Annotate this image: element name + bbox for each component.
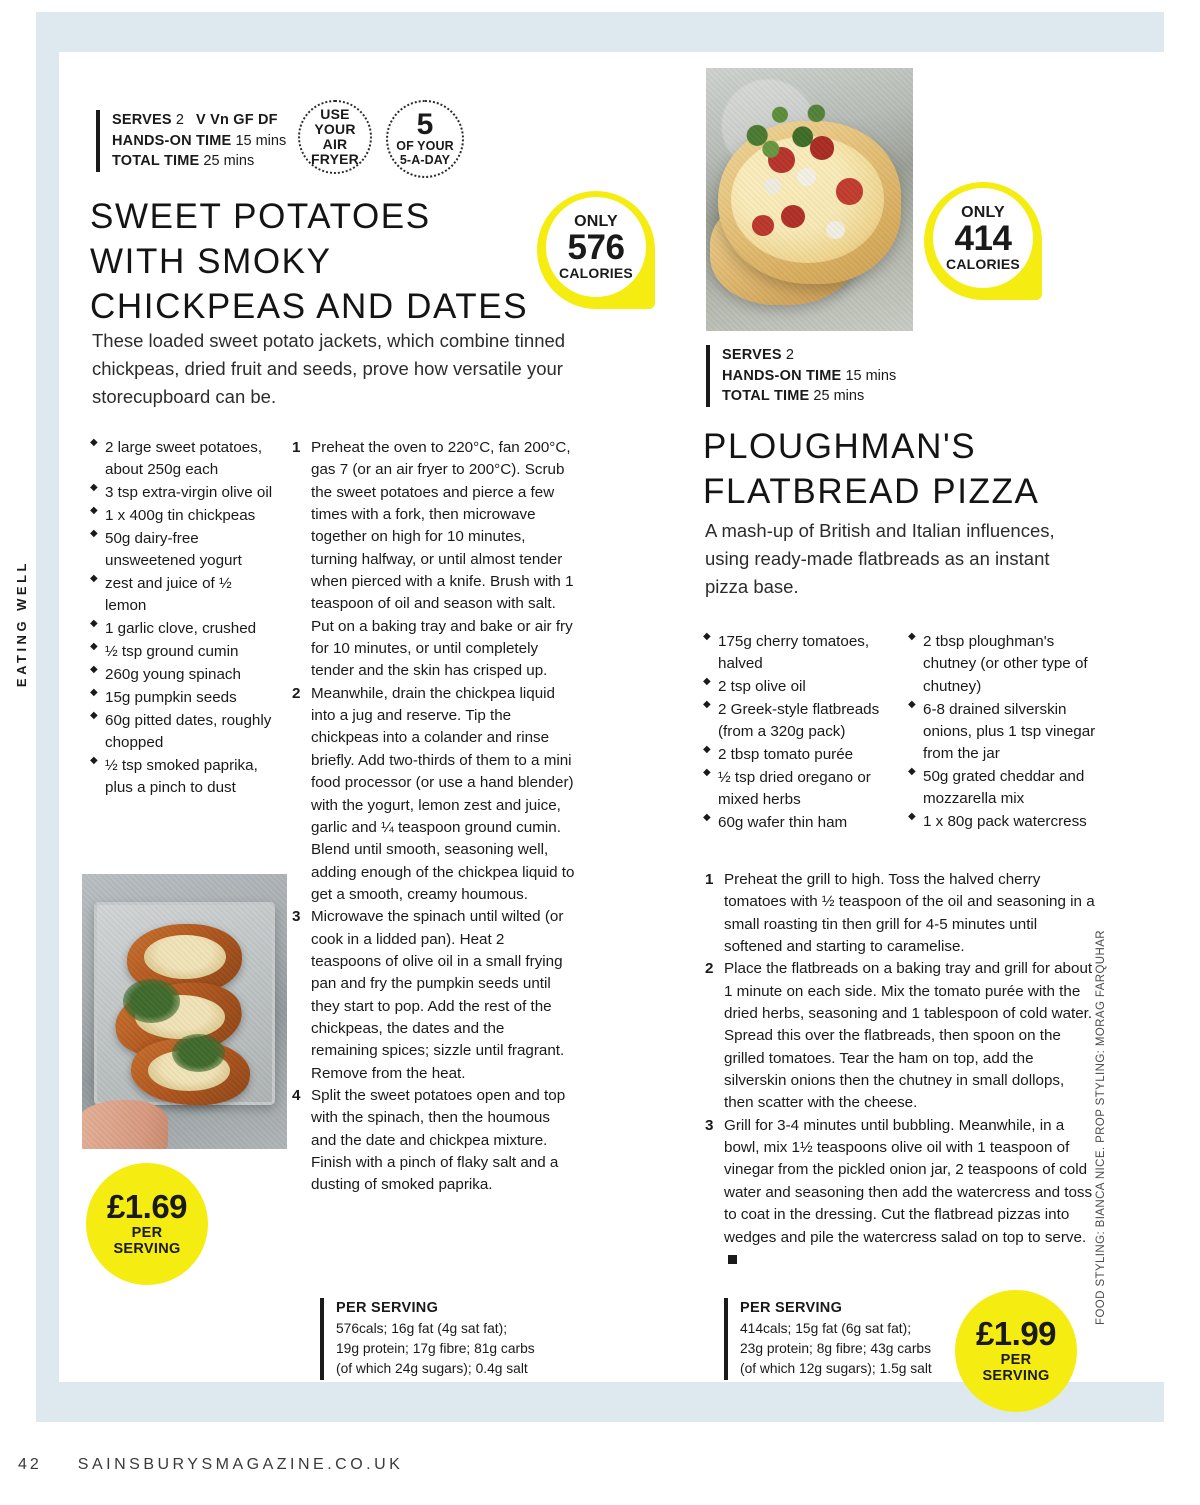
recipe1-serves-row: [112, 110, 286, 131]
five-a-day-line-2: 5-A-DAY: [399, 152, 451, 167]
recipe1-title: SWEET POTATOES WITH SMOKY CHICKPEAS AND DATES: [90, 197, 529, 326]
list-item: ◆ 3 tsp extra-virgin olive oil: [90, 482, 275, 504]
list-item: ◆ 50g dairy-free unsweetened yogurt: [90, 528, 275, 573]
five-a-day-roundel-icon: [386, 100, 464, 178]
air-fryer-line-1: USE: [320, 105, 350, 122]
end-of-article-marker: [728, 1255, 737, 1264]
recipe2-calorie-only-label: ONLY: [961, 203, 1005, 221]
list-item: ◆ 2 tbsp ploughman's chutney (or other type of chutney): [908, 631, 1100, 698]
recipe1-intro: These loaded sweet potato jackets, which combine tinned chickpeas, dried fruit and seeds, prove how versatile your storecupboard can be.: [92, 330, 566, 408]
air-fryer-roundel-icon: [298, 100, 372, 174]
recipe1-calorie-number: 576: [567, 227, 625, 267]
list-item: ◆ 2 Greek-style flatbreads (from a 320g pack): [703, 699, 893, 744]
photo-credits: FOOD STYLING: BIANCA NICE. PROP STYLING: MORAG FARQUHAR: [1095, 930, 1107, 1325]
step-number: 3: [292, 908, 301, 926]
recipe1-meta: [96, 110, 286, 172]
recipe1-calorie-unit: CALORIES: [559, 265, 633, 282]
list-item: ◆ 1 x 400g tin chickpeas: [90, 505, 275, 527]
recipe1-price-line-2: SERVING: [113, 1241, 181, 1258]
recipe2-price-line-2: SERVING: [982, 1368, 1050, 1385]
magazine-website: SAINSBURYSMAGAZINE.CO.UK: [77, 1456, 404, 1473]
recipe2-method-list: [705, 869, 1095, 1271]
filling-shape: [144, 935, 226, 979]
recipe2-calorie-unit: CALORIES: [946, 256, 1020, 273]
step-number: 3: [705, 1116, 714, 1134]
recipe2-price-line-1: PER: [1000, 1352, 1032, 1369]
recipe1-total-label: TOTAL TIME: [112, 153, 200, 170]
step-text: Preheat the grill to high. Toss the halved cherry tomatoes with ½ teaspoon of the oil and seasoning in a small roasting tin then grill for 4-5 minutes until softened and starting to caramelise.: [724, 871, 1095, 956]
recipe1-price-amount: £1.69: [106, 1188, 188, 1226]
recipe1-nutrition-box: [320, 1298, 586, 1380]
recipe1-ingredient-list: [90, 437, 275, 800]
sweet-potato-photo: [82, 874, 287, 1149]
recipe1-handson-value: 15 mins: [235, 132, 287, 149]
list-item: ◆ 2 large sweet potatoes, about 250g each: [90, 437, 275, 482]
step-text: Grill for 3-4 minutes until bubbling. Meanwhile, in a bowl, mix 1½ teaspoons olive oil with 1 teaspoon of vinegar from the pickled onion jar, 2 teaspoons of cold water and seasoning then add the watercress and toss to coat in the dressing. Cut the flatbread pizzas into wedges and pile the watercress salad on top to serve.: [724, 1116, 1093, 1246]
step-number: 1: [292, 439, 301, 456]
onion-shape: [826, 221, 845, 239]
list-item: [292, 1085, 575, 1197]
list-item: [705, 958, 1095, 1114]
recipe1-price-badge: [86, 1163, 208, 1285]
list-item: ◆ ½ tsp ground cumin: [90, 641, 275, 663]
onion-shape: [797, 168, 816, 186]
step-text: Place the flatbreads on a baking tray and grill for about 1 minute on each side. Mix the tomato purée with the dried herbs, seasoning and 1 tablespoon of cold water. Spread this over the flatbreads, then spoon on the grilled tomatoes. Tear the ham on top, add the silverskin onions then the chutney in small dollops, then scatter with the cheese.: [724, 960, 1093, 1112]
recipe1-serves-value: 2: [175, 112, 184, 128]
recipe1-nutrition-line-2: 19g protein; 17g fibre; 81g carbs: [336, 1341, 535, 1357]
recipe2-nutrition-title: PER SERVING: [740, 1300, 843, 1316]
list-item: ◆ 260g young spinach: [90, 664, 275, 686]
onion-shape: [764, 178, 781, 194]
list-item: ◆ 1 garlic clove, crushed: [90, 618, 275, 640]
step-text: Split the sweet potatoes open and top with the spinach, then the houmous and the date and chickpea mixture. Finish with a pinch of flaky salt and a dusting of smoked paprika.: [311, 1086, 566, 1194]
list-item: [292, 437, 575, 683]
recipe1-calorie-badge: [537, 191, 655, 309]
list-item: [292, 683, 575, 906]
page-footer: [18, 1456, 403, 1474]
step-number: 4: [292, 1086, 301, 1104]
recipe2-price-badge: [955, 1290, 1077, 1412]
five-a-day-line-1: OF YOUR: [396, 139, 454, 154]
spinach-shape: [172, 1034, 225, 1073]
step-number: 1: [705, 871, 714, 888]
list-item: ◆ 175g cherry tomatoes, halved: [703, 631, 893, 676]
watercress-shape: [739, 94, 830, 162]
recipe2-meta: [706, 345, 896, 407]
five-a-day-number: 5: [416, 107, 434, 141]
recipe1-nutrition-line-1: 576cals; 16g fat (4g sat fat);: [336, 1321, 508, 1337]
list-item: ◆ 50g grated cheddar and mozzarella mix: [908, 766, 1100, 811]
list-item: [705, 1115, 1095, 1271]
list-item: ◆ ½ tsp smoked paprika, plus a pinch to dust: [90, 755, 275, 800]
recipe2-handson-label: HANDS-ON TIME: [722, 367, 842, 384]
flatbread-pizza-photo: [706, 68, 913, 331]
recipe2-calorie-badge: [924, 182, 1042, 300]
list-item: [705, 869, 1095, 958]
recipe1-handson-label: HANDS-ON TIME: [112, 132, 232, 149]
recipe1-calorie-badge-inner: [546, 197, 646, 297]
recipe2-total-row: [722, 386, 896, 407]
tomato-shape: [836, 178, 863, 204]
recipe2-nutrition-line-2: 23g protein; 8g fibre; 43g carbs: [740, 1341, 931, 1357]
air-fryer-line-4: FRYER: [311, 151, 359, 168]
list-item: ◆ 60g pitted dates, roughly chopped: [90, 710, 275, 755]
recipe1-nutrition-title: PER SERVING: [336, 1300, 439, 1316]
list-item: ◆ 1 x 80g pack watercress: [908, 811, 1100, 833]
step-number: 2: [292, 684, 301, 702]
step-text: Microwave the spinach until wilted (or cook in a lidded pan). Heat 2 teaspoons of olive oil in a small frying pan and fry the pumpkin seeds until they start to pop. Add the rest of the chickpeas, the dates and the remaining spices; sizzle until fragrant. Remove from the heat.: [311, 908, 565, 1082]
recipe2-handson-value: 15 mins: [845, 367, 897, 384]
recipe1-handson-row: [112, 131, 286, 152]
recipe2-handson-row: [722, 366, 896, 387]
list-item: ◆ 15g pumpkin seeds: [90, 687, 275, 709]
section-tab-eating-well: EATING WELL: [14, 560, 29, 688]
list-item: ◆ zest and juice of ½ lemon: [90, 573, 275, 618]
step-text: Meanwhile, drain the chickpea liquid into a jug and reserve. Tip the chickpeas into a colander and rinse briefly. Add two-thirds of them to a mini food processor (or use a hand blender) with the yogurt, lemon zest and juice, garlic and ¼ teaspoon ground cumin. Blend until smooth, seasoning well, adding enough of the chickpea liquid to get a smooth, creamy houmous.: [311, 684, 575, 903]
recipe1-method-list: [292, 437, 575, 1197]
recipe2-serves-label: SERVES: [722, 347, 782, 363]
air-fryer-line-3: AIR: [322, 136, 348, 152]
recipe1-total-row: [112, 151, 286, 172]
list-item: ◆ 60g wafer thin ham: [703, 812, 893, 834]
recipe2-calorie-badge-inner: [933, 188, 1033, 288]
recipe2-nutrition-line-1: 414cals; 15g fat (6g sat fat);: [740, 1321, 912, 1337]
recipe2-serves-row: [722, 345, 896, 366]
step-number: 2: [705, 960, 714, 978]
recipe2-price-amount: £1.99: [975, 1315, 1057, 1353]
list-item: [292, 906, 575, 1085]
recipe2-nutrition-box: [724, 1298, 990, 1380]
recipe1-calorie-only-label: ONLY: [574, 212, 618, 230]
recipe1-diet-tags: V Vn GF DF: [195, 112, 278, 128]
recipe2-intro: A mash-up of British and Italian influences, using ready-made flatbreads as an instant pizza base.: [705, 520, 1055, 598]
list-item: ◆ 6-8 drained silverskin onions, plus 1 tsp vinegar from the jar: [908, 699, 1100, 766]
recipe1-total-value: 25 mins: [203, 153, 255, 170]
recipe2-nutrition-line-3: (of which 12g sugars); 1.5g salt: [740, 1361, 932, 1377]
recipe2-serves-value: 2: [785, 347, 794, 363]
recipe2-ingredient-list-right: [908, 631, 1100, 834]
spinach-shape: [123, 979, 180, 1023]
recipe1-serves-label: SERVES: [112, 112, 172, 128]
recipe1-nutrition-line-3: (of which 24g sugars); 0.4g salt: [336, 1361, 528, 1377]
air-fryer-line-2: YOUR: [314, 120, 356, 137]
recipe2-calorie-number: 414: [954, 218, 1012, 258]
step-text: Preheat the oven to 220°C, fan 200°C, gas 7 (or an air fryer to 200°C). Scrub the sweet potatoes and pierce a few times with a fork, then microwave together on high for 10 minutes, turning halfway, or until almost tender when pierced with a knife. Brush with 1 teaspoon of oil and season with salt. Put on a baking tray and bake or air fry for 10 minutes, or until completely tender and the skin has crisped up.: [311, 439, 574, 680]
list-item: ◆ ½ tsp dried oregano or mixed herbs: [703, 767, 893, 812]
hand-shape: [82, 1100, 168, 1150]
recipe1-price-line-1: PER: [131, 1225, 163, 1242]
recipe2-total-value: 25 mins: [813, 388, 865, 405]
list-item: ◆ 2 tbsp tomato purée: [703, 744, 893, 766]
list-item: ◆ 2 tsp olive oil: [703, 676, 893, 698]
page-number: 42: [18, 1456, 42, 1473]
recipe2-total-label: TOTAL TIME: [722, 388, 810, 405]
recipe2-ingredient-list-left: [703, 631, 893, 835]
recipe2-title: PLOUGHMAN'S FLATBREAD PIZZA: [703, 427, 1040, 511]
